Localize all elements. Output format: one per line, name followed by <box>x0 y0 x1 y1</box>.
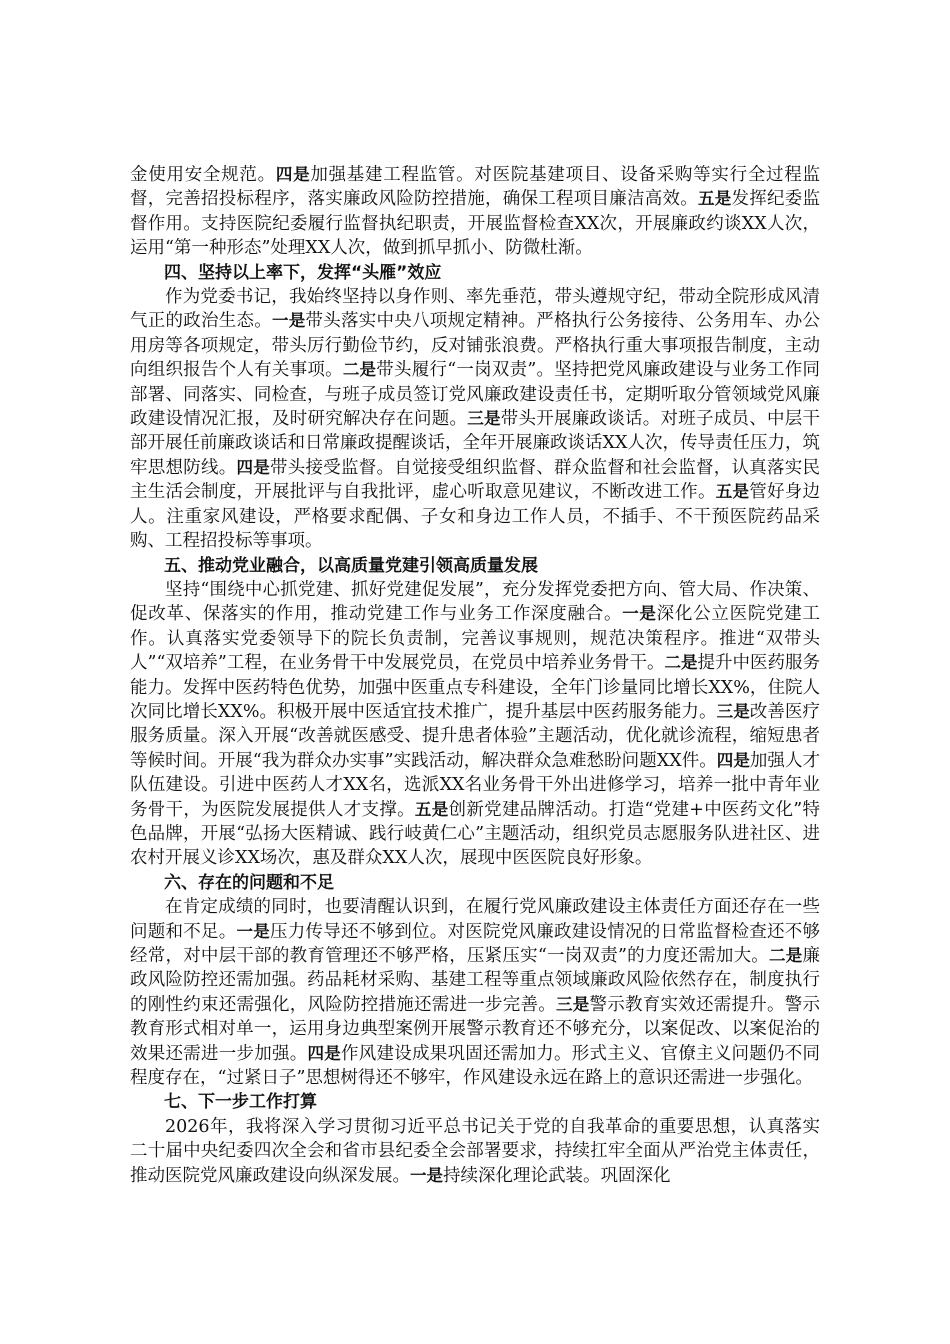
heading-text: 七、下一步工作打算 <box>164 1092 317 1113</box>
paragraph-text: 带头接受监督。自觉接受组织监督、群众监督和社会监督，认真落实民主生活会制度，开展批评与自我批评，虚心听取意见建议，不断改进工作。 <box>130 457 820 503</box>
body-paragraph <box>130 285 820 553</box>
paragraph-text: 带头开展廉政谈话。对班子成员、中层干部开展任前廉政谈话和日常廉政提醒谈话，全年开展廉政谈话XX人次，传导责任压力，筑牢思想防线。 <box>130 409 820 478</box>
enumeration-label: 五是 <box>715 482 750 502</box>
section-heading <box>130 1090 820 1114</box>
paragraph-text: 深化公立医院党建工作。认真落实党委领导下的院长负责制，完善议事规则，规范决策程序。推进“双带头人”“双培养”工程，在业务骨干中发展党员，在党员中培养业务骨干。 <box>130 604 821 674</box>
enumeration-label: 二是 <box>342 360 377 380</box>
enumeration-label: 五是 <box>414 799 449 819</box>
paragraph-text: 改善医疗服务质量。深入开展“改善就医感受、提升患者体验”主题活动，优化就诊流程，缩短患者等候时间。开展“我为群众办实事”实践活动，解决群众急难愁盼问题XX件。 <box>130 701 821 771</box>
enumeration-label: 一是 <box>236 921 270 941</box>
heading-text: 五、推动党业融合，以高质量党建引领高质量发展 <box>164 555 538 576</box>
body-paragraph <box>130 895 820 1090</box>
section-heading <box>130 261 820 285</box>
paragraph-text: 创新党建品牌活动。打造“党建+中医药文化”特色品牌，开展“弘扬大医精诚、践行岐黄仁心”主题活动，组织党员志愿服务队进社区、进农村开展义诊XX场次，惠及群众XX人次，展现中医医院良好形象。 <box>130 799 821 869</box>
paragraph-text: 廉政风险防控还需加强。药品耗材采购、基建工程等重点领域廉政风险依然存在，制度执行的刚性约束还需强化，风险防控措施还需进一步完善。 <box>130 946 821 1015</box>
paragraph-text: 管好身边人。注重家风建设，严格要求配偶、子女和身边工作人员，不插手、不干预医院药品采购、工程招投标等事项。 <box>130 482 820 552</box>
heading-text: 六、存在的问题和不足 <box>164 872 334 893</box>
paragraph-text: 提升中医药服务能力。发挥中医药特色优势，加强中医重点专科建设，全年门诊量同比增长XX%，住院人次同比增长XX%。积极开展中医适宜技术推广，提升基层中医药服务能力。 <box>130 653 821 722</box>
paragraph-text: 警示教育实效还需提升。警示教育形式相对单一，运用身边典型案例开展警示教育还不够充分，以案促改、以案促治的效果还需进一步加强。 <box>130 994 820 1064</box>
section-heading <box>130 871 820 895</box>
body-paragraph <box>130 1115 820 1188</box>
paragraph-text: 压力传导还不够到位。对医院党风廉政建设情况的日常监督检查还不够经常，对中层干部的教育管理还不够严格，压紧压实“一岗双责”的力度还需加大。 <box>130 921 820 966</box>
enumeration-label: 二是 <box>664 653 698 673</box>
paragraph-text: 加强基建工程监管。对医院基建项目、设备采购等实行全过程监督，完善招投标程序，落实廉政风险防控措施，确保工程项目廉洁高效。 <box>130 165 821 210</box>
enumeration-label: 三是 <box>716 701 750 721</box>
paragraph-text: 带头落实中央八项规定精神。严格执行公务接待、公务用车、办公用房等各项规定，带头厉行勤俭节约，反对铺张浪费。严格执行重大事项报告制度，主动向组织报告个人有关事项。 <box>130 311 820 381</box>
paragraph-text: 带头履行“一岗双责”。坚持把党风廉政建设与业务工作同部署、同落实、同检查，与班子成员签订党风廉政建设责任书，定期听取分管领域党风廉政建设情况汇报，及时研究解决存在问题。 <box>130 360 821 430</box>
paragraph-text: 持续深化理论武装。巩固深化 <box>443 1165 671 1186</box>
paragraph-text: 坚持“围绕中心抓党建、抓好党建促发展”，充分发挥党委把方向、管大局、作决策、促改革、保落实的作用，推动党建工作与业务工作深度融合。 <box>130 579 820 625</box>
document-body <box>130 163 820 1188</box>
enumeration-label: 三是 <box>467 409 501 429</box>
enumeration-label: 四是 <box>716 750 750 770</box>
enumeration-label: 五是 <box>698 189 732 209</box>
paragraph-text: 金使用安全规范。 <box>130 165 276 185</box>
paragraph-text: 2026年，我将深入学习贯彻习近平总书记关于党的自我革命的重要思想，认真落实二十届中央纪委四次全会和省市县纪委全会部署要求，持续扛牢全面从严治党主体责任，推动医院党风廉政建设向纵深发展。 <box>130 1116 820 1186</box>
enumeration-label: 一是 <box>410 1165 443 1185</box>
heading-text: 四、坚持以上率下，发挥“头雁”效应 <box>164 262 442 283</box>
paragraph-text: 发挥纪委监督作用。支持医院纪委履行监督执纪职责，开展监督检查XX次，开展廉政约谈XX人次，运用“第一种形态”处理XX人次，做到抓早抓小、防微杜渐。 <box>130 189 820 259</box>
body-paragraph <box>130 578 820 871</box>
enumeration-label: 四是 <box>236 457 270 477</box>
enumeration-label: 三是 <box>556 994 590 1014</box>
paragraph-text: 作风建设成果巩固还需加力。形式主义、官僚主义问题仍不同程度存在，“过紧日子”思想树得还不够牢，作风建设永远在路上的意识还需进一步强化。 <box>130 1043 820 1089</box>
paragraph-text: 在肯定成绩的同时，也要清醒认识到，在履行党风廉政建设主体责任方面还存在一些问题和不足。 <box>130 897 820 942</box>
section-heading <box>130 554 820 578</box>
enumeration-label: 二是 <box>769 946 803 965</box>
enumeration-label: 四是 <box>307 1043 341 1063</box>
body-paragraph <box>130 163 820 261</box>
enumeration-label: 一是 <box>622 604 657 624</box>
paragraph-text: 作为党委书记，我始终坚持以身作则、率先垂范，带头遵规守纪，带动全院形成风清气正的政治生态。 <box>130 287 820 332</box>
paragraph-text: 加强人才队伍建设。引进中医药人才XX名，选派XX名业务骨干外出进修学习，培养一批中青年业务骨干，为医院发展提供人才支撑。 <box>130 750 821 820</box>
enumeration-label: 一是 <box>272 311 306 331</box>
enumeration-label: 四是 <box>275 165 311 184</box>
